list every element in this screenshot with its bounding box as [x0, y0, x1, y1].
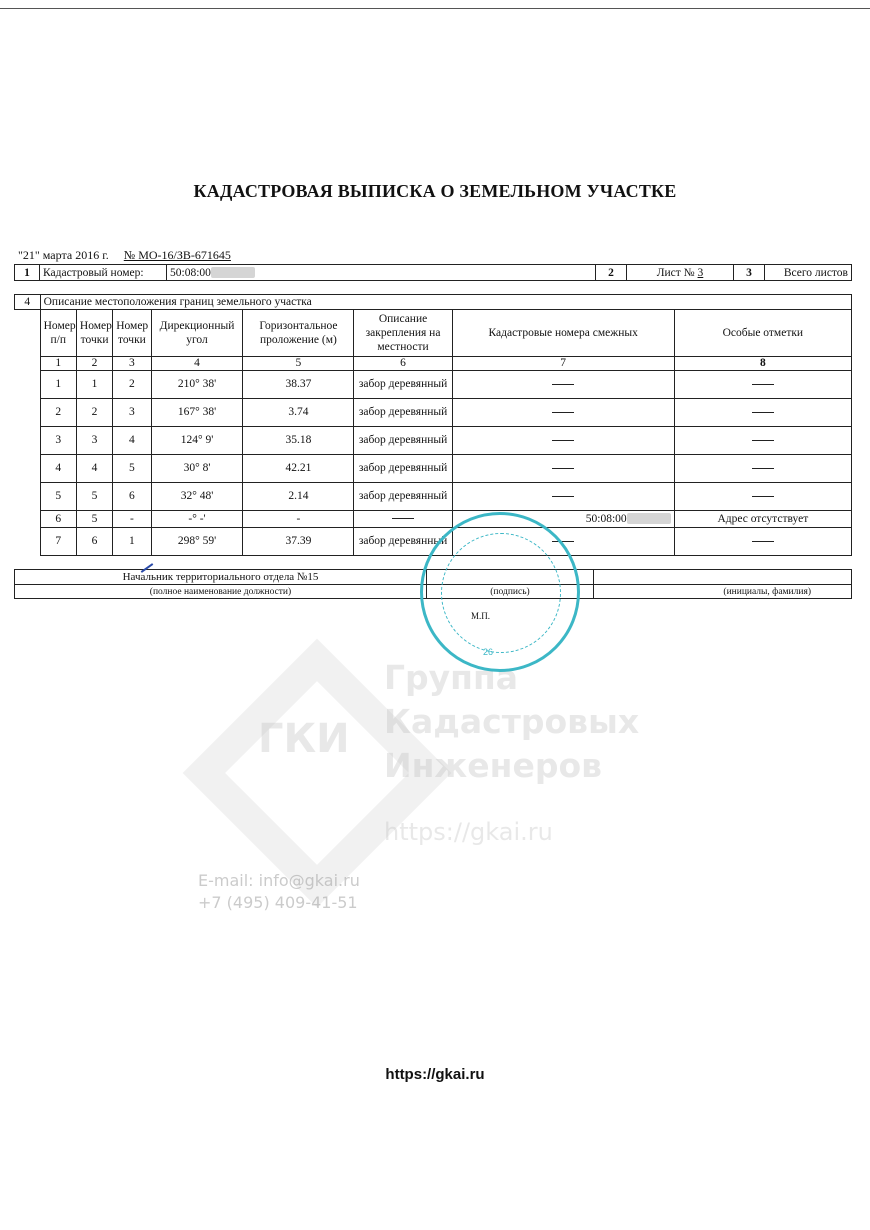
sign-caption: (подпись) [427, 585, 594, 599]
watermark-phone: +7 (495) 409-41-51 [198, 893, 358, 912]
header-table [14, 264, 852, 281]
col-header: Дирекционный угол [151, 310, 243, 357]
table-row: 6 5 - -° -' - 50:08:00 Адрес отсутствует [15, 511, 852, 528]
col-header: Горизонтальное проложение (м) [243, 310, 354, 357]
col-header: Описание закрепления на местности [354, 310, 452, 357]
section-title: Описание местоположения границ земельного участка [40, 295, 851, 310]
footer-url[interactable]: https://gkai.ru [385, 1066, 485, 1083]
sheet-value: 3 [697, 266, 704, 279]
table-row: 3 3 4 124° 9' 35.18 забор деревянный [15, 427, 852, 455]
watermark-logo: ГКИ [258, 716, 350, 762]
table-row: 2 2 3 167° 38' 3.74 забор деревянный [15, 399, 852, 427]
watermark-url: https://gkai.ru [384, 818, 553, 846]
cadastral-value: 50:08:00 [167, 265, 596, 281]
sheet-label: Лист № 3 [627, 265, 734, 281]
sheet-num-cell: 2 [596, 265, 627, 281]
header-row-num: 1 [15, 265, 40, 281]
top-rule [0, 8, 870, 9]
col-header: Номер точки [113, 310, 151, 357]
col-header: Особые отметки [674, 310, 851, 357]
stamp-label: М.П. [471, 611, 491, 621]
column-numbers: 1 2 3 4 5 6 7 8 [15, 357, 852, 371]
position-title: Начальник территориального отдела №15 [15, 570, 427, 585]
adjacent-cadastral: 50:08:00 [585, 512, 627, 525]
name-caption: (инициалы, фамилия) [594, 585, 852, 599]
col-header: Номер точки [76, 310, 112, 357]
section-num: 4 [15, 295, 41, 310]
redacted-mark [211, 267, 255, 278]
table-row: 1 1 2 210° 38' 38.37 забор деревянный [15, 371, 852, 399]
redacted-mark [627, 513, 671, 524]
table-row: 7 6 1 298° 59' 37.39 забор деревянный [15, 528, 852, 556]
col-header: Номер п/п [40, 310, 76, 357]
table-row: 4 4 5 30° 8' 42.21 забор деревянный [15, 455, 852, 483]
document-title: КАДАСТРОВАЯ ВЫПИСКА О ЗЕМЕЛЬНОМ УЧАСТКЕ [193, 181, 677, 201]
watermark-contacts [198, 870, 360, 914]
official-stamp [420, 512, 580, 672]
col-header: Кадастровые номера смежных [452, 310, 674, 357]
table-row: 5 5 6 32° 48' 2.14 забор деревянный [15, 483, 852, 511]
special-note: Адрес отсутствует [674, 511, 851, 528]
total-sheets-label: Всего листов [765, 265, 852, 281]
document-date: "21" марта 2016 г. [18, 248, 109, 262]
position-caption: (полное наименование должности) [15, 585, 427, 599]
document-meta [18, 248, 231, 263]
boundary-table [14, 294, 852, 556]
column-headers [15, 310, 852, 357]
watermark-brand: Группа Кадастровых Инженеров [384, 658, 640, 785]
watermark-email: E-mail: info@gkai.ru [198, 871, 360, 890]
document-number: № МО-16/ЗВ-671645 [123, 248, 231, 262]
cadastral-label: Кадастровый номер: [40, 265, 167, 281]
total-num-cell: 3 [734, 265, 765, 281]
stamp-number: 26 [483, 647, 494, 657]
